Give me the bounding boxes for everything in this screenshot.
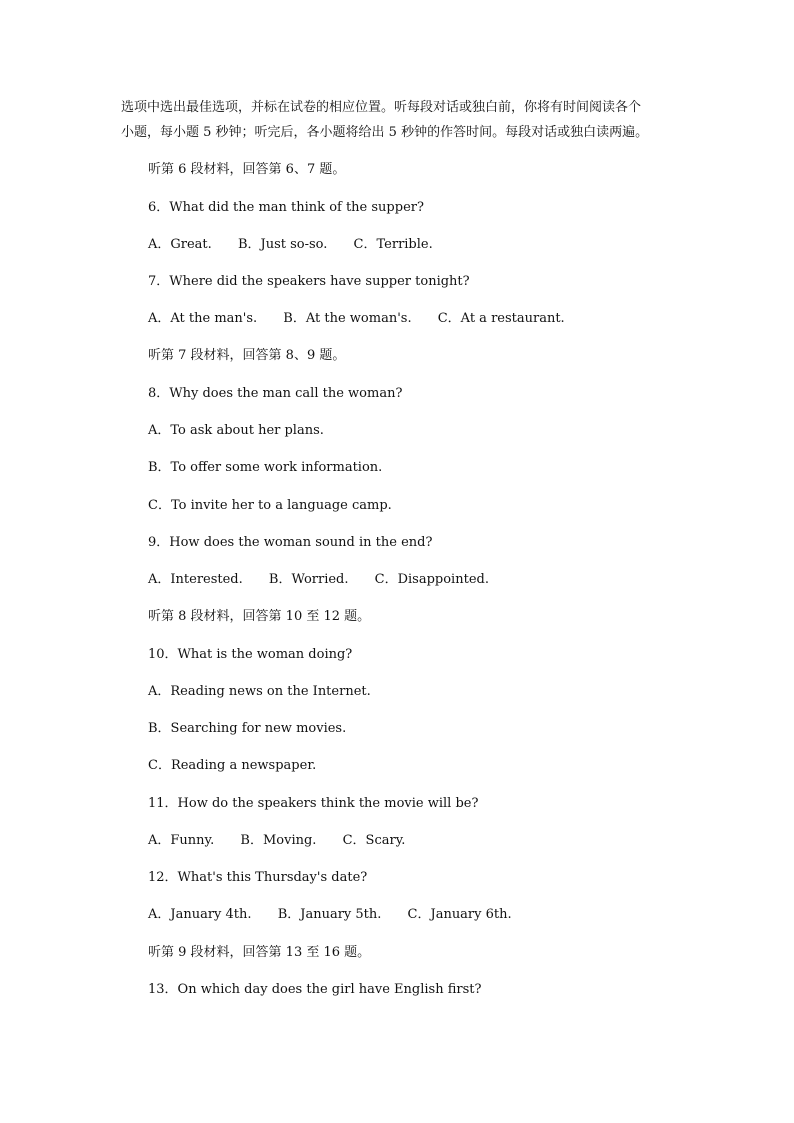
- option-8-b: B．To offer some work information.: [148, 460, 383, 475]
- question-8: 8．Why does the man call the woman?: [148, 386, 403, 401]
- question-6: 6．What did the man think of the supper?: [148, 200, 424, 215]
- option-10-b: B．Searching for new movies.: [148, 721, 347, 736]
- option-6-b: B．Just so-so.: [237, 237, 328, 252]
- options-6: [148, 237, 433, 253]
- intro-line-2: 小题，每小题 5 秒钟；听完后，各小题将给出 5 秒钟的作答时间。每段对话或独白读两遍。: [121, 125, 649, 140]
- option-9-a: A．Interested.: [148, 572, 243, 587]
- options-12: [148, 907, 512, 923]
- option-10-a: A．Reading news on the Internet.: [148, 684, 371, 699]
- option-7-b: B．At the woman's.: [283, 311, 412, 326]
- option-6-c: C．Terrible.: [353, 237, 433, 252]
- option-11-c: C．Scary.: [342, 833, 406, 848]
- question-9: 9．How does the woman sound in the end?: [148, 535, 433, 550]
- question-11: 11．How do the speakers think the movie will be?: [148, 796, 479, 811]
- options-9: [148, 572, 489, 588]
- option-7-c: C．At a restaurant.: [437, 311, 565, 326]
- question-13: 13．On which day does the girl have English first?: [148, 982, 482, 997]
- option-12-a: A．January 4th.: [148, 907, 252, 922]
- question-7: 7．Where did the speakers have supper tonight?: [148, 274, 470, 289]
- option-10-c: C．Reading a newspaper.: [148, 758, 317, 773]
- option-9-c: C．Disappointed.: [374, 572, 489, 587]
- section-heading-7: 听第 7 段材料，回答第 8、9 题。: [148, 348, 346, 363]
- option-8-a: A．To ask about her plans.: [148, 423, 324, 438]
- section-heading-9: 听第 9 段材料，回答第 13 至 16 题。: [148, 945, 371, 960]
- section-heading-6: 听第 6 段材料，回答第 6、7 题。: [148, 162, 346, 177]
- option-9-b: B．Worried.: [268, 572, 349, 587]
- option-12-b: B．January 5th.: [277, 907, 382, 922]
- option-11-a: A．Funny.: [148, 833, 215, 848]
- question-12: 12．What's this Thursday's date?: [148, 870, 368, 885]
- section-heading-8: 听第 8 段材料，回答第 10 至 12 题。: [148, 609, 371, 624]
- option-7-a: A．At the man's.: [148, 311, 258, 326]
- option-12-c: C．January 6th.: [407, 907, 512, 922]
- option-11-b: B．Moving.: [240, 833, 317, 848]
- intro-line-1: 选项中选出最佳选项，并标在试卷的相应位置。听每段对话或独白前，你将有时间阅读各个: [121, 100, 642, 115]
- option-6-a: A．Great.: [148, 237, 212, 252]
- question-10: 10．What is the woman doing?: [148, 647, 353, 662]
- options-7: [148, 311, 565, 327]
- option-8-c: C．To invite her to a language camp.: [148, 498, 392, 513]
- options-11: [148, 833, 405, 849]
